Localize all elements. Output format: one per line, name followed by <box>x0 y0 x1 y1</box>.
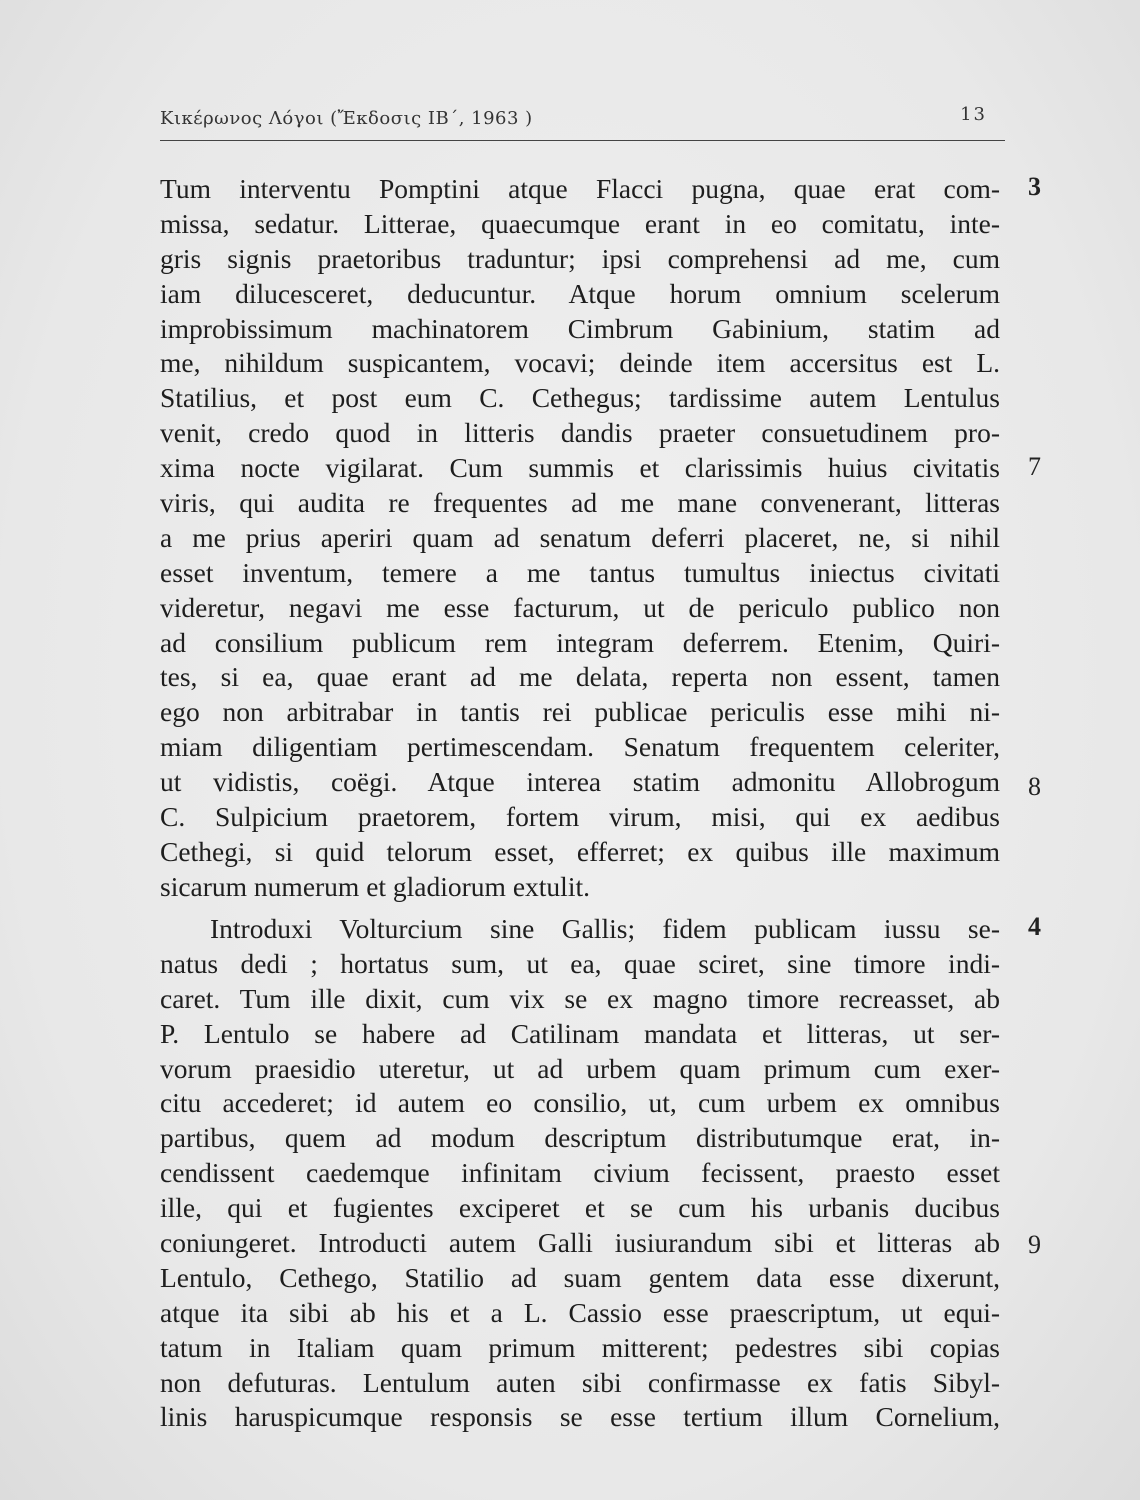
text-line: linis haruspicumque responsis se esse tertium illum Cornelium, <box>160 1401 1000 1433</box>
text-line: tatum in Italiam quam primum mitterent; pedestres sibi copias <box>160 1331 1000 1363</box>
running-header <box>160 104 1005 141</box>
text-line: natus dedi ; hortatus sum, ut ea, quae sciret, sine timore indi- <box>160 947 1000 979</box>
text-line: missa, sedatur. Litterae, quaecumque erant in eo comitatu, inte- <box>160 207 1000 239</box>
text-line: a me prius aperiri quam ad senatum deferri placeret, ne, si nihil <box>160 521 1000 553</box>
text-line: atque ita sibi ab his et a L. Cassio esse praescriptum, ut equi- <box>160 1296 1000 1328</box>
text-line: ut vidistis, coëgi. Atque interea statim admonitu Allobrogum <box>160 766 1000 798</box>
text-line: venit, credo quod in litteris dandis praeter consuetudinem pro- <box>160 417 1000 449</box>
text-line: partibus, quem ad modum descriptum distributumque erat, in- <box>160 1122 1000 1154</box>
text-line: miam diligentiam pertimescendam. Senatum frequentem celeriter, <box>160 731 1000 763</box>
text-line: tes, si ea, quae erant ad me delata, reperta non essent, tamen <box>160 661 1000 693</box>
text-line: Cethegi, si quid telorum esset, efferret; ex quibus ille maximum <box>160 835 1000 867</box>
text-line: P. Lentulo se habere ad Catilinam mandata et litteras, ut ser- <box>160 1017 1000 1049</box>
text-line: citu accederet; id autem eo consilio, ut, cum urbem ex omnibus <box>160 1087 1000 1119</box>
text-line: improbissimum machinatorem Cimbrum Gabinium, statim ad <box>160 312 1000 344</box>
text-line: iam dilucesceret, deducuntur. Atque horum omnium scelerum <box>160 277 1000 309</box>
text-line: sicarum numerum et gladiorum extulit. <box>160 870 590 902</box>
margin-section-number: 3 <box>1028 172 1041 201</box>
margin-section-number: 9 <box>1028 1230 1041 1259</box>
margin-section-number: 8 <box>1028 772 1041 801</box>
text-line: videretur, negavi me esse facturum, ut de periculo publico non <box>160 591 1000 623</box>
text-line: ego non arbitrabar in tantis rei publicae periculis esse mihi ni- <box>160 696 1000 728</box>
text-line: ad consilium publicum rem integram deferrem. Etenim, Quiri- <box>160 626 1000 658</box>
text-line: C. Sulpicium praetorem, fortem virum, misi, qui ex aedibus <box>160 801 1000 833</box>
paragraph-1 <box>160 172 1000 905</box>
header-title: Κικέρωνος Λόγοι (Ἔκδοσις ΙΒ΄, 1963 ) <box>160 108 533 129</box>
text-line: viris, qui audita re frequentes ad me mane convenerant, litteras <box>160 487 1000 519</box>
text-line: Introduxi Volturcium sine Gallis; fidem publicam iussu se- <box>210 913 1000 944</box>
paragraph-2 <box>160 912 1000 1435</box>
text-line: gris signis praetoribus traduntur; ipsi comprehensi ad me, cum <box>160 242 1000 274</box>
text-line: Tum interventu Pomptini atque Flacci pugna, quae erat com- <box>160 173 1000 204</box>
text-line: vorum praesidio uteretur, ut ad urbem quam primum cum exer- <box>160 1052 1000 1084</box>
text-line: cendissent caedemque infinitam civium fecissent, praesto esset <box>160 1157 1000 1189</box>
text-line: me, nihildum suspicantem, vocavi; deinde item accersitus est L. <box>160 347 1000 379</box>
text-line: Statilius, et post eum C. Cethegus; tardissime autem Lentulus <box>160 382 1000 414</box>
text-line: coniungeret. Introducti autem Galli iusiurandum sibi et litteras ab <box>160 1227 1000 1259</box>
margin-section-number: 4 <box>1028 912 1041 941</box>
text-line: xima nocte vigilarat. Cum summis et clarissimis huius civitatis <box>160 452 1000 484</box>
text-line: caret. Tum ille dixit, cum vix se ex magno timore recreasset, ab <box>160 982 1000 1014</box>
text-line: non defuturas. Lentulum auten sibi confirmasse ex fatis Sibyl- <box>160 1366 1000 1398</box>
margin-section-number: 7 <box>1028 452 1041 481</box>
text-line: esset inventum, temere a me tantus tumultus iniectus civitati <box>160 556 1000 588</box>
text-line: ille, qui et fugientes exciperet et se cum his urbanis ducibus <box>160 1192 1000 1224</box>
page-number: 13 <box>960 104 987 125</box>
text-line: Lentulo, Cethego, Statilio ad suam gentem data esse dixerunt, <box>160 1261 1000 1293</box>
